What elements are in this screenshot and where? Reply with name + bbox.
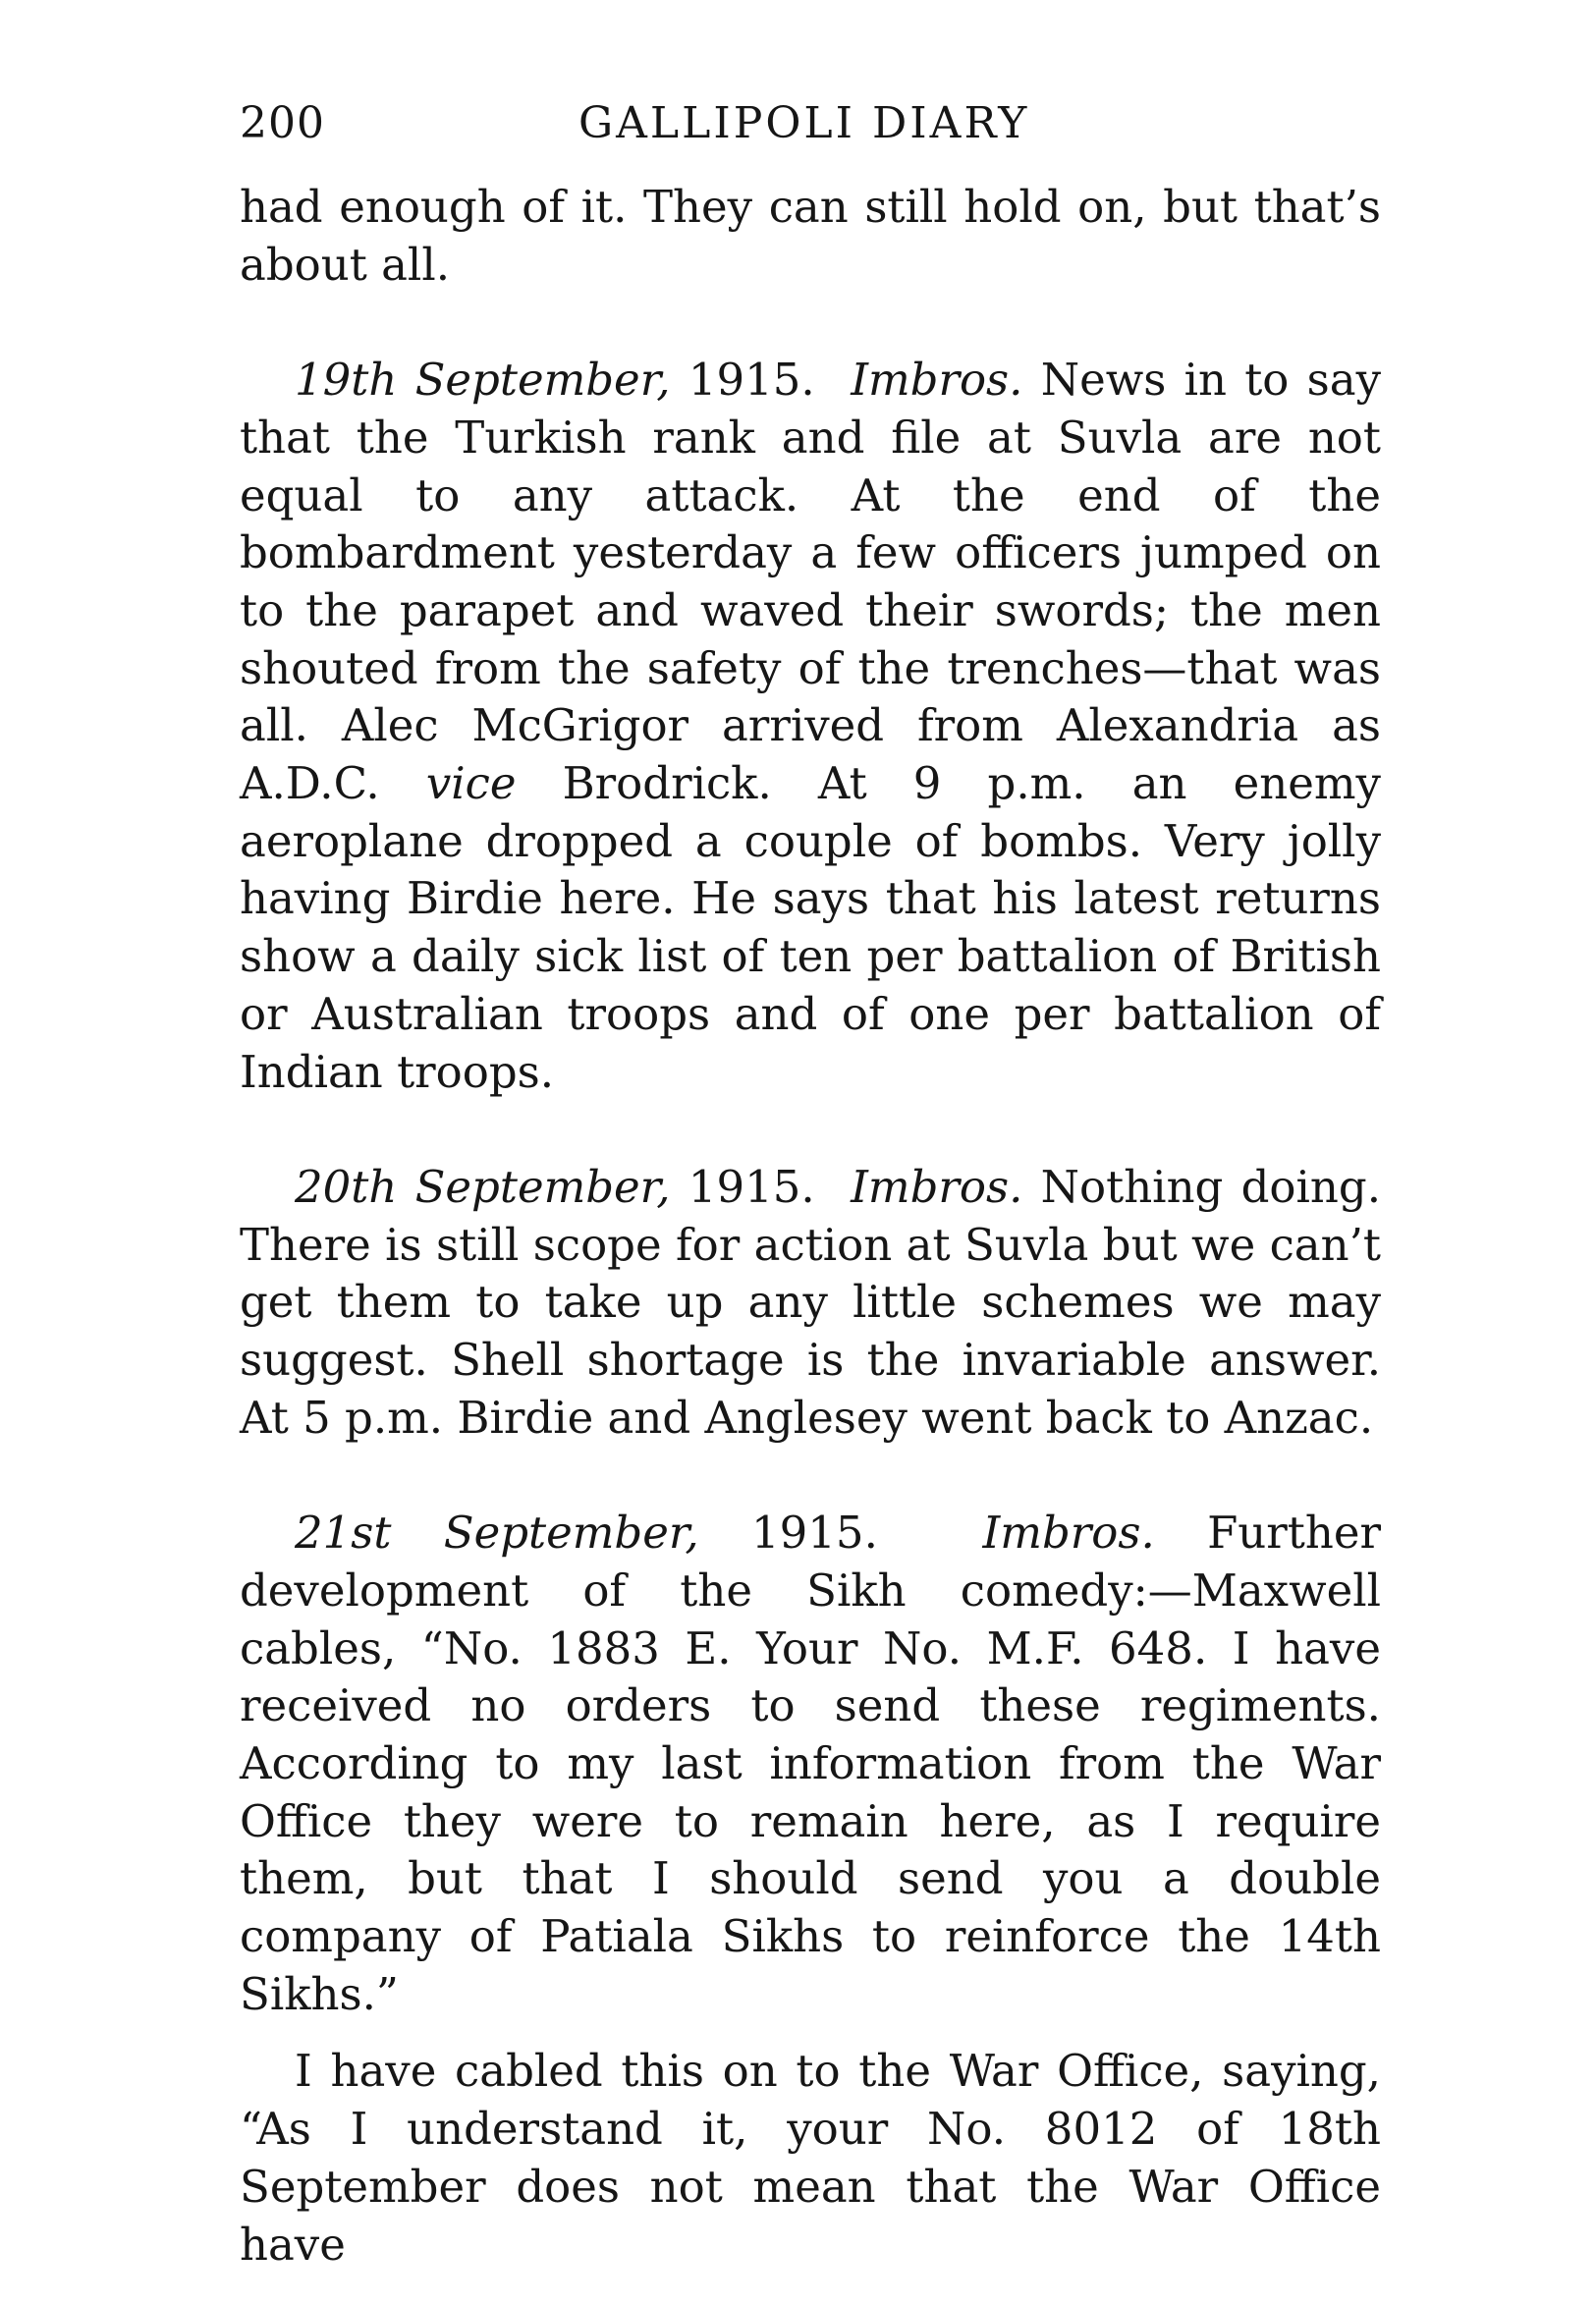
entry-text: News in to say that the Turkish rank and file at Suvla are not equal to any attack. At the end of the bombardment yesterday a few officers jumped on to the parapet and waved their swords; the men shouted from the safety of the trenches—that was all. Alec McGrigor arrived from Alexandria as A.D.C. [240, 354, 1382, 810]
entry-date-year: 1915. [670, 354, 815, 407]
paragraph-cabled [240, 2043, 1381, 2274]
entry-date-month: September, [397, 354, 671, 407]
entry-date-suffix: th [351, 1160, 398, 1213]
page-number: 200 [240, 98, 325, 148]
entry-date-suffix: st [351, 1507, 392, 1560]
entry-date-day: 19 [295, 354, 352, 407]
entry-date-year: 1915. [670, 1160, 815, 1213]
entry-place: Imbros. [851, 354, 1023, 407]
entry-place: Imbros. [851, 1160, 1023, 1213]
entry-text-continued: Brodrick. At 9 p.m. an enemy aeroplane dropped a couple of bombs. Very jolly having Birdie here. He says that his latest returns show a daily sick list of ten per battalion of British or Australian troops and of one per battalion of Indian troops. [240, 757, 1381, 1098]
diary-entry-20-september [240, 1159, 1381, 1448]
entry-date-month: September, [391, 1507, 699, 1560]
entry-place: Imbros. [982, 1507, 1155, 1560]
diary-entry-21-september [240, 1505, 1381, 2023]
diary-entry-19-september [240, 352, 1381, 1101]
entry-text: Nothing doing. There is still scope for action at Suvla but we can’t get them to take up any little schemes we may suggest. Shell shortage is the invariable answer. At 5 p.m. Birdie and Anglesey went back to Anzac. [240, 1160, 1381, 1444]
entry-date-day: 20 [295, 1160, 352, 1213]
paragraph-continuation [240, 179, 1381, 294]
running-head: GALLIPOLI DIARY [578, 98, 1030, 148]
entry-date-year: 1915. [698, 1507, 878, 1560]
body-text [240, 179, 1381, 2274]
entry-date-day: 21 [295, 1507, 352, 1560]
paragraph-text: I have cabled this on to the War Office, saying, “As I understand it, your No. 8012 of 18th September does not mean that the War Office have [240, 2045, 1381, 2271]
entry-date-month: September, [397, 1160, 671, 1213]
entry-text-italic: vice [425, 757, 517, 810]
entry-text: Further development of the Sikh comedy:—Maxwell cables, “No. 1883 E. Your No. M.F. 648. I have received no orders to send these regiments. According to my last information from the War Office they were to remain here, as I require them, but that I should send you a double company of Patiala Sikhs to reinforce the 14th Sikhs.” [240, 1507, 1381, 2020]
paragraph-text: had enough of it. They can still hold on, but that’s about all. [240, 181, 1381, 291]
page-header [240, 98, 1381, 157]
entry-date-suffix: th [351, 354, 398, 407]
